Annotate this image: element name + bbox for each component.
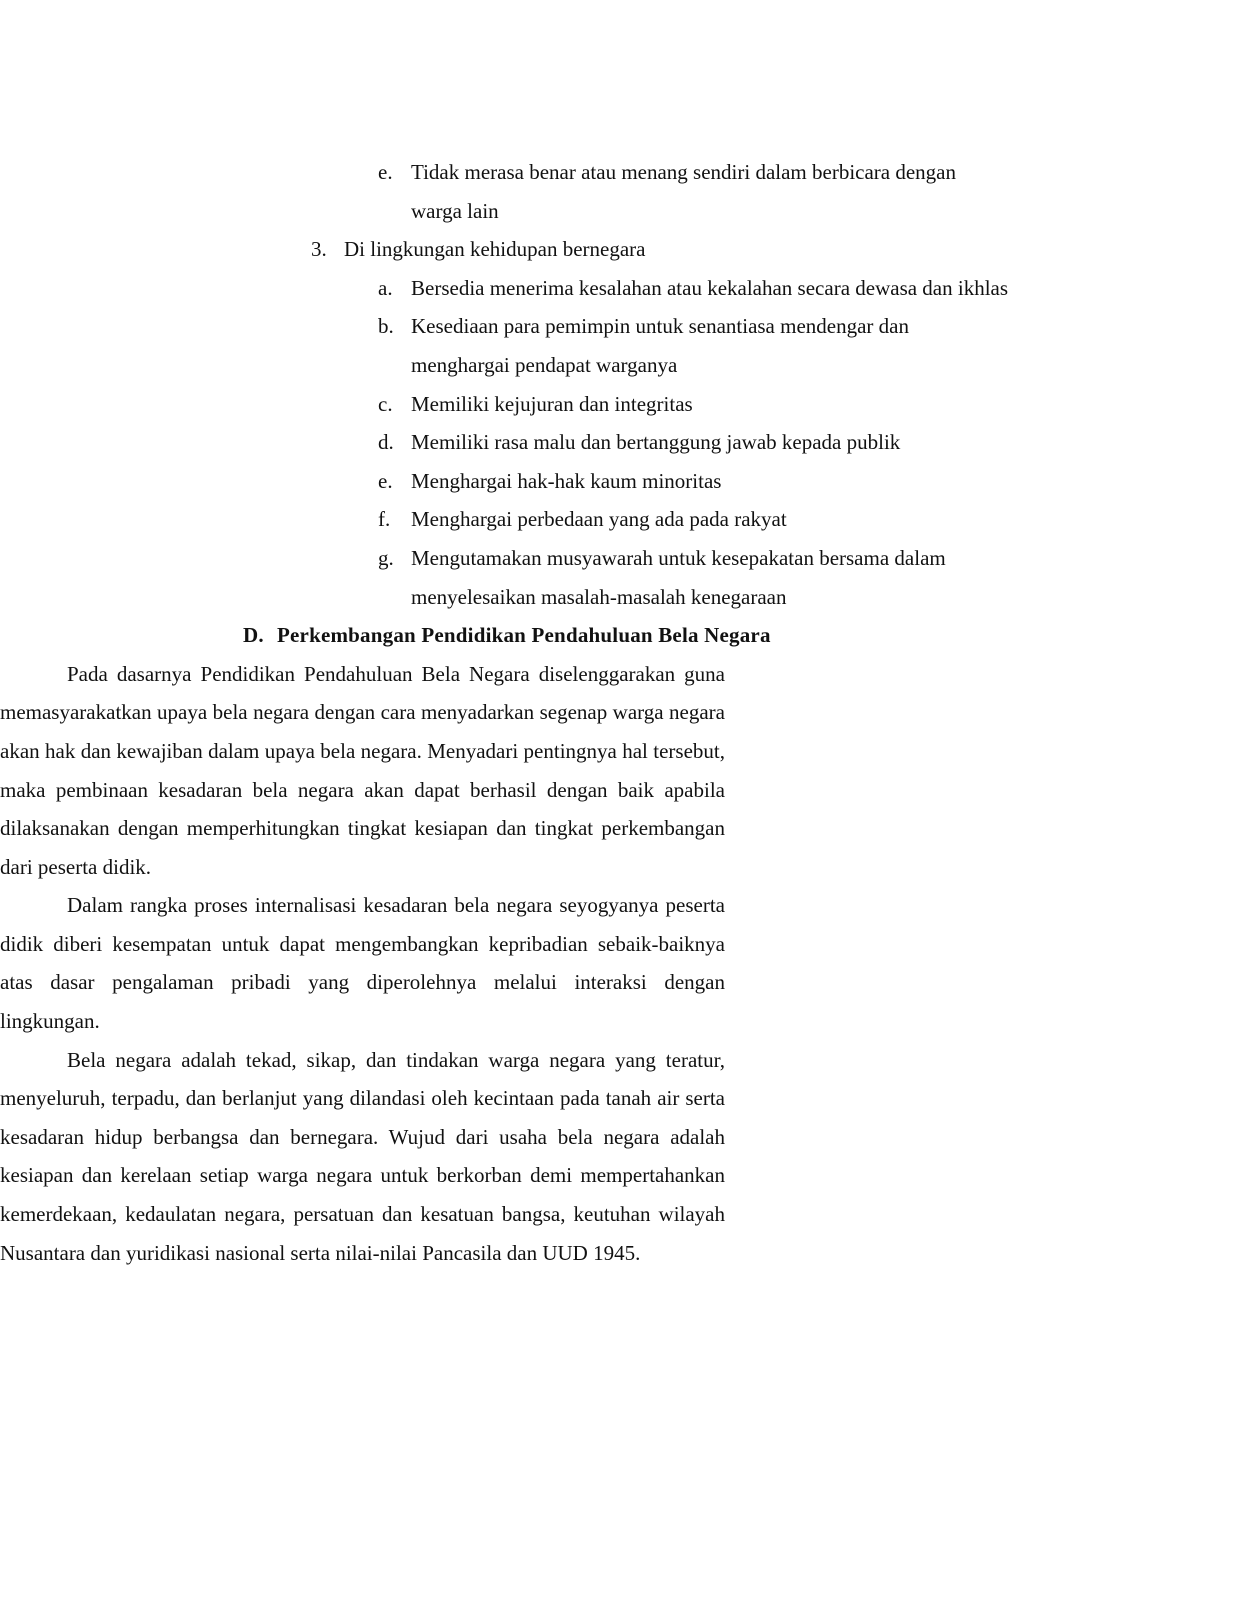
list-text: Kesediaan para pemimpin untuk senantiasa mendengar dan menghargai pendapat warganya [411, 314, 909, 377]
list-item [0, 423, 1011, 462]
list-text: Mengutamakan musyawarah untuk kesepakatan bersama dalam menyelesaikan masalah-masalah kenegaraan [411, 545, 946, 609]
list-text: Memiliki rasa malu dan bertanggung jawab kepada publik [411, 430, 901, 455]
section-label: D. [243, 623, 264, 648]
list-label: d. [378, 430, 394, 455]
paragraph: Bela negara adalah tekad, sikap, dan tindakan warga negara yang teratur, menyeluruh, terpadu, dan berlanjut yang dilandasi oleh kecintaan pada tanah air serta kesadaran hidup berbangsa dan bernegara. Wujud dari usaha bela negara adalah kesiapan dan kerelaan setiap warga negara untuk berkorban demi mempertahankan kemerdekaan, kedaulatan negara, persatuan dan kesatuan bangsa, keutuhan wilayah Nusantara dan yuridikasi nasional serta nilai-nilai Pancasila dan UUD 1945. [0, 1047, 725, 1265]
list-text: Menghargai hak-hak kaum minoritas [411, 468, 722, 493]
list-item-3 [0, 230, 1237, 269]
paragraph: Pada dasarnya Pendidikan Pendahuluan Bela Negara diselenggarakan guna memasyarakatkan upaya bela negara dengan cara menyadarkan segenap warga negara akan hak dan kewajiban dalam upaya bela negara. Menyadari pentingnya hal tersebut, maka pembinaan kesadaran bela negara akan dapat berhasil dengan baik apabila dilaksanakan dengan memperhitungkan tingkat kesiapan dan tingkat perkembangan dari peserta didik. [0, 661, 725, 879]
list-text: Bersedia menerima kesalahan atau kekalahan secara dewasa dan ikhlas [411, 275, 1009, 300]
paragraph: Dalam rangka proses internalisasi kesadaran bela negara seyogyanya peserta didik diberi kesempatan untuk dapat mengembangkan kepribadian sebaik-baiknya atas dasar pengalaman pribadi yang diperolehnya melalui interaksi dengan lingkungan. [0, 893, 725, 1034]
list-text: Tidak merasa benar atau menang sendiri dalam berbicara dengan warga lain [411, 160, 957, 223]
list-title: Di lingkungan kehidupan bernegara [344, 237, 646, 262]
list-label: a. [378, 275, 393, 300]
section-title: Perkembangan Pendidikan Pendahuluan Bela Negara [277, 623, 771, 648]
list-number: 3. [311, 237, 327, 262]
list-item [0, 153, 1011, 230]
list-text: Memiliki kejujuran dan integritas [411, 391, 693, 416]
list-item [0, 462, 1011, 501]
list-item [0, 539, 1011, 616]
section-heading [0, 616, 1237, 655]
list-label: g. [378, 545, 394, 570]
list-label: f. [378, 507, 391, 532]
list-label: e. [378, 160, 393, 184]
list-item [0, 500, 1011, 539]
list-item [0, 385, 1011, 424]
list-item [0, 307, 1011, 384]
list-text: Menghargai perbedaan yang ada pada rakyat [411, 507, 787, 532]
list-label: e. [378, 468, 393, 493]
list-item [0, 269, 1011, 308]
list-label: c. [378, 391, 393, 416]
list-label: b. [378, 314, 394, 339]
document-page [0, 153, 1237, 1272]
